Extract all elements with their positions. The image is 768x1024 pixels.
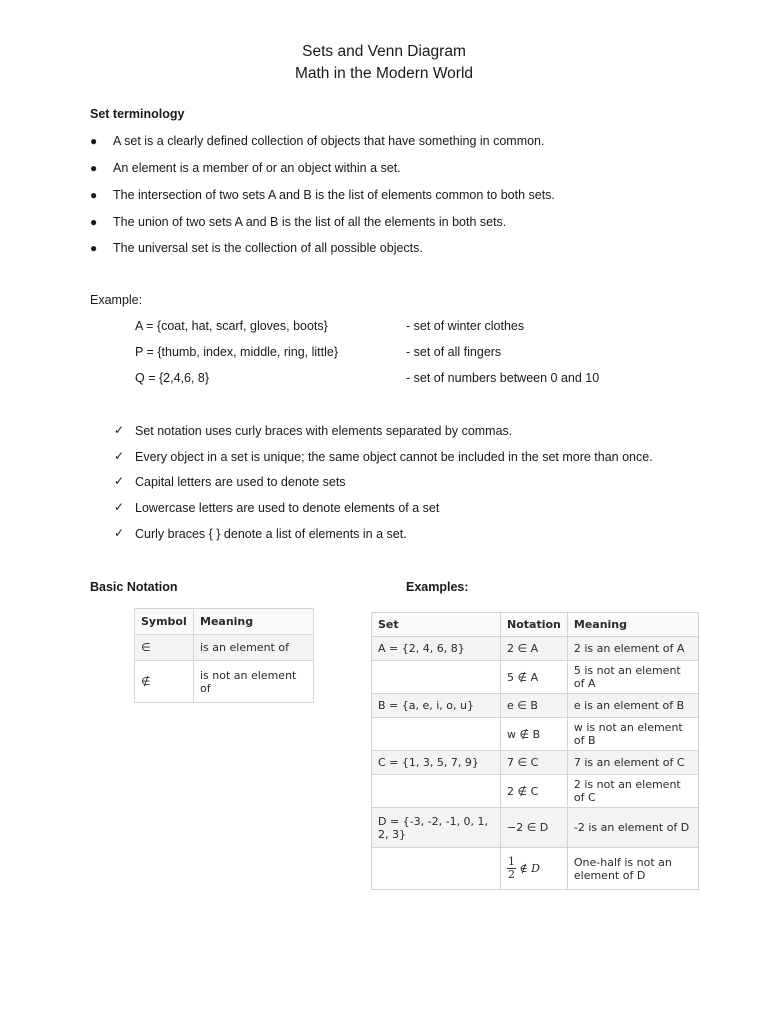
notation-cell — [501, 848, 568, 890]
fraction-denominator: 2 — [508, 868, 515, 881]
table-header-row — [372, 613, 699, 637]
table-header-row — [135, 609, 314, 635]
bullet-text: A set is a clearly defined collection of objects that have something in common. — [113, 134, 545, 148]
bullet-text: The union of two sets A and B is the list of all the elements in both sets. — [113, 215, 507, 229]
checkmark-icon: ✓ — [114, 449, 125, 463]
check-text: Capital letters are used to denote sets — [135, 475, 346, 489]
notation-cell: 7 ∈ C — [501, 751, 568, 775]
table-row — [372, 718, 699, 751]
set-cell: A = {2, 4, 6, 8} — [372, 637, 501, 661]
checkmark-icon: ✓ — [114, 474, 125, 488]
set-cell: C = {1, 3, 5, 7, 9} — [372, 751, 501, 775]
bullet-icon: ● — [90, 188, 98, 202]
example-label: Example: — [90, 293, 143, 307]
check-text: Lowercase letters are used to denote elements of a set — [135, 501, 440, 515]
example-description: - set of winter clothes — [406, 319, 525, 333]
example-description: - set of numbers between 0 and 10 — [406, 371, 600, 385]
meaning-cell: e is an element of B — [567, 694, 698, 718]
table-row — [372, 694, 699, 718]
column-header-meaning: Meaning — [567, 613, 698, 637]
column-header-notation: Notation — [501, 613, 568, 637]
notation-symbol: ∉ D — [519, 862, 540, 875]
notation-cell: 5 ∉ A — [501, 661, 568, 694]
checkmark-icon: ✓ — [114, 423, 125, 437]
fraction — [507, 856, 516, 881]
table-row — [372, 848, 699, 890]
set-cell — [372, 718, 501, 751]
check-text: Every object in a set is unique; the same object cannot be included in the set more than once. — [135, 450, 653, 464]
set-cell: D = {-3, -2, -1, 0, 1, 2, 3} — [372, 808, 501, 848]
table-row — [372, 808, 699, 848]
set-cell — [372, 775, 501, 808]
notation-cell: 2 ∉ C — [501, 775, 568, 808]
column-header-set: Set — [372, 613, 501, 637]
meaning-cell: is not an element of — [194, 661, 314, 703]
table-row — [372, 775, 699, 808]
checkmark-icon: ✓ — [114, 526, 125, 540]
table-row — [372, 661, 699, 694]
bullet-icon: ● — [90, 161, 98, 175]
check-text: Set notation uses curly braces with elements separated by commas. — [135, 424, 513, 438]
basic-notation-heading: Basic Notation — [90, 580, 178, 594]
meaning-cell: 2 is not an element of C — [567, 775, 698, 808]
checkmark-icon: ✓ — [114, 500, 125, 514]
fraction-numerator: 1 — [508, 855, 515, 868]
examples-table — [371, 612, 699, 890]
bullet-text: An element is a member of or an object within a set. — [113, 161, 401, 175]
meaning-cell: 5 is not an element of A — [567, 661, 698, 694]
meaning-cell: One-half is not an element of D — [567, 848, 698, 890]
bullet-icon: ● — [90, 134, 98, 148]
table-row — [372, 751, 699, 775]
column-header-symbol: Symbol — [135, 609, 194, 635]
example-set: P = {thumb, index, middle, ring, little} — [135, 345, 339, 359]
table-row — [372, 637, 699, 661]
bullet-text: The universal set is the collection of all possible objects. — [113, 241, 423, 255]
symbol-cell: ∉ — [135, 661, 194, 703]
terminology-heading: Set terminology — [90, 107, 185, 121]
example-description: - set of all fingers — [406, 345, 502, 359]
document-title: Sets and Venn Diagram — [302, 43, 466, 60]
check-text: Curly braces { } denote a list of elements in a set. — [135, 527, 407, 541]
set-cell: B = {a, e, i, o, u} — [372, 694, 501, 718]
meaning-cell: is an element of — [194, 635, 314, 661]
set-cell — [372, 661, 501, 694]
meaning-cell: 7 is an element of C — [567, 751, 698, 775]
notation-cell: e ∈ B — [501, 694, 568, 718]
bullet-icon: ● — [90, 241, 98, 255]
example-set: Q = {2,4,6, 8} — [135, 371, 210, 385]
document-subtitle: Math in the Modern World — [294, 65, 474, 82]
basic-notation-table — [134, 608, 314, 703]
notation-cell: 2 ∈ A — [501, 637, 568, 661]
column-header-meaning: Meaning — [194, 609, 314, 635]
table-row — [135, 635, 314, 661]
meaning-cell: 2 is an element of A — [567, 637, 698, 661]
set-cell — [372, 848, 501, 890]
bullet-icon: ● — [90, 215, 98, 229]
table-row — [135, 661, 314, 703]
notation-cell: w ∉ B — [501, 718, 568, 751]
bullet-text: The intersection of two sets A and B is the list of elements common to both sets. — [113, 188, 555, 202]
example-set: A = {coat, hat, scarf, gloves, boots} — [135, 319, 328, 333]
symbol-cell: ∈ — [135, 635, 194, 661]
meaning-cell: -2 is an element of D — [567, 808, 698, 848]
examples-heading: Examples: — [406, 580, 469, 594]
notation-cell: −2 ∈ D — [501, 808, 568, 848]
meaning-cell: w is not an element of B — [567, 718, 698, 751]
